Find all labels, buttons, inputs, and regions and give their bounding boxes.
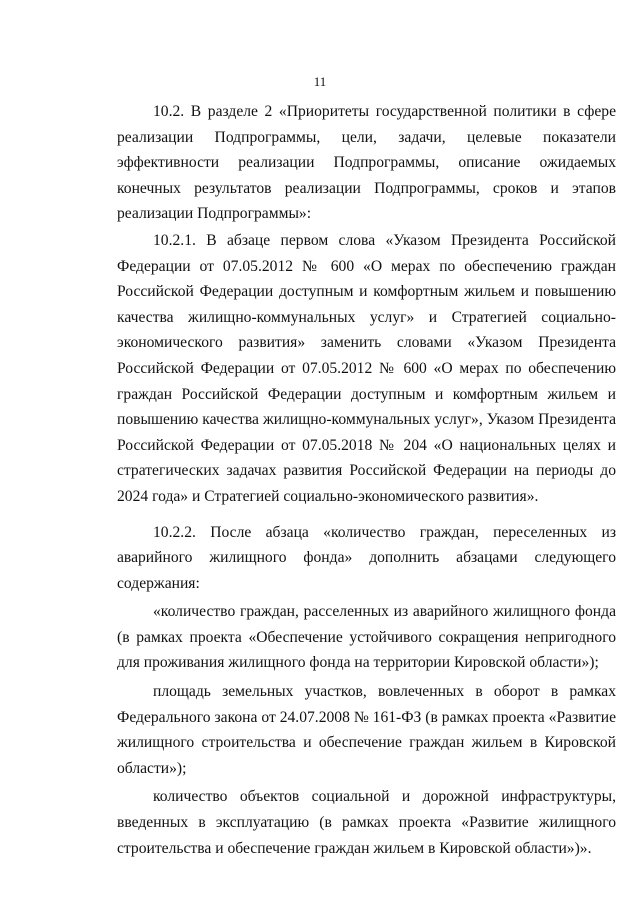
paragraph-10-2-2: 10.2.2. После абзаца «количество граждан, переселенных из аварийного жилищного фонда» дополнить абзацами следующего содержания: — [117, 523, 616, 592]
paragraph-quote-3: количество объектов социальной и дорожной инфраструктуры, введенных в эксплуатацию (в рамках проекта «Развитие жилищного строительства и обеспечение граждан жильем в Кировской области»)». — [117, 788, 616, 857]
paragraph-10-2: 10.2. В разделе 2 «Приоритеты государственной политики в сфере реализации Подпрограммы, цели, задачи, целевые показатели эффективности реализации Подпрограммы, описание ожидаемых конечных результатов реализации Подпрограммы, сроков и этапов реализации Подпрограммы»: — [117, 103, 616, 223]
paragraph-10-2-1: 10.2.1. В абзаце первом слова «Указом Президента Российской Федерации от 07.05.2012 № 600 «О мерах по обеспечению граждан Российской Федерации доступным и комфортным жильем и повышению качества жилищно-коммунальных услуг» и Стратегией социально-экономического развития» заменить словами «Указом Президента Российской Федерации от 07.05.2012 № 600 «О мерах по обеспечению граждан Российской Федерации доступным и комфортным жильем и повышению качества жилищно-коммунальных услуг», Указом Президента Российской Федерации от 07.05.2018 № 204 «О национальных целях и стратегических задачах развития Российской Федерации на периоды до 2024 года» и Стратегией социально-экономического развития». — [117, 231, 616, 505]
document-body — [117, 99, 616, 861]
paragraph-quote-1: «количество граждан, расселенных из аварийного жилищного фонда (в рамках проекта «Обеспечение устойчивого сокращения непригодного для проживания жилищного фонда на территории Кировской области»); — [117, 603, 616, 672]
page-number: 11 — [313, 74, 327, 89]
paragraph-quote-2: площадь земельных участков, вовлеченных в оборот в рамках Федерального закона от 24.07.2008 № 161-ФЗ (в рамках проекта «Развитие жилищного строительства и обеспечение граждан жильем в Кировской области»); — [117, 683, 616, 777]
